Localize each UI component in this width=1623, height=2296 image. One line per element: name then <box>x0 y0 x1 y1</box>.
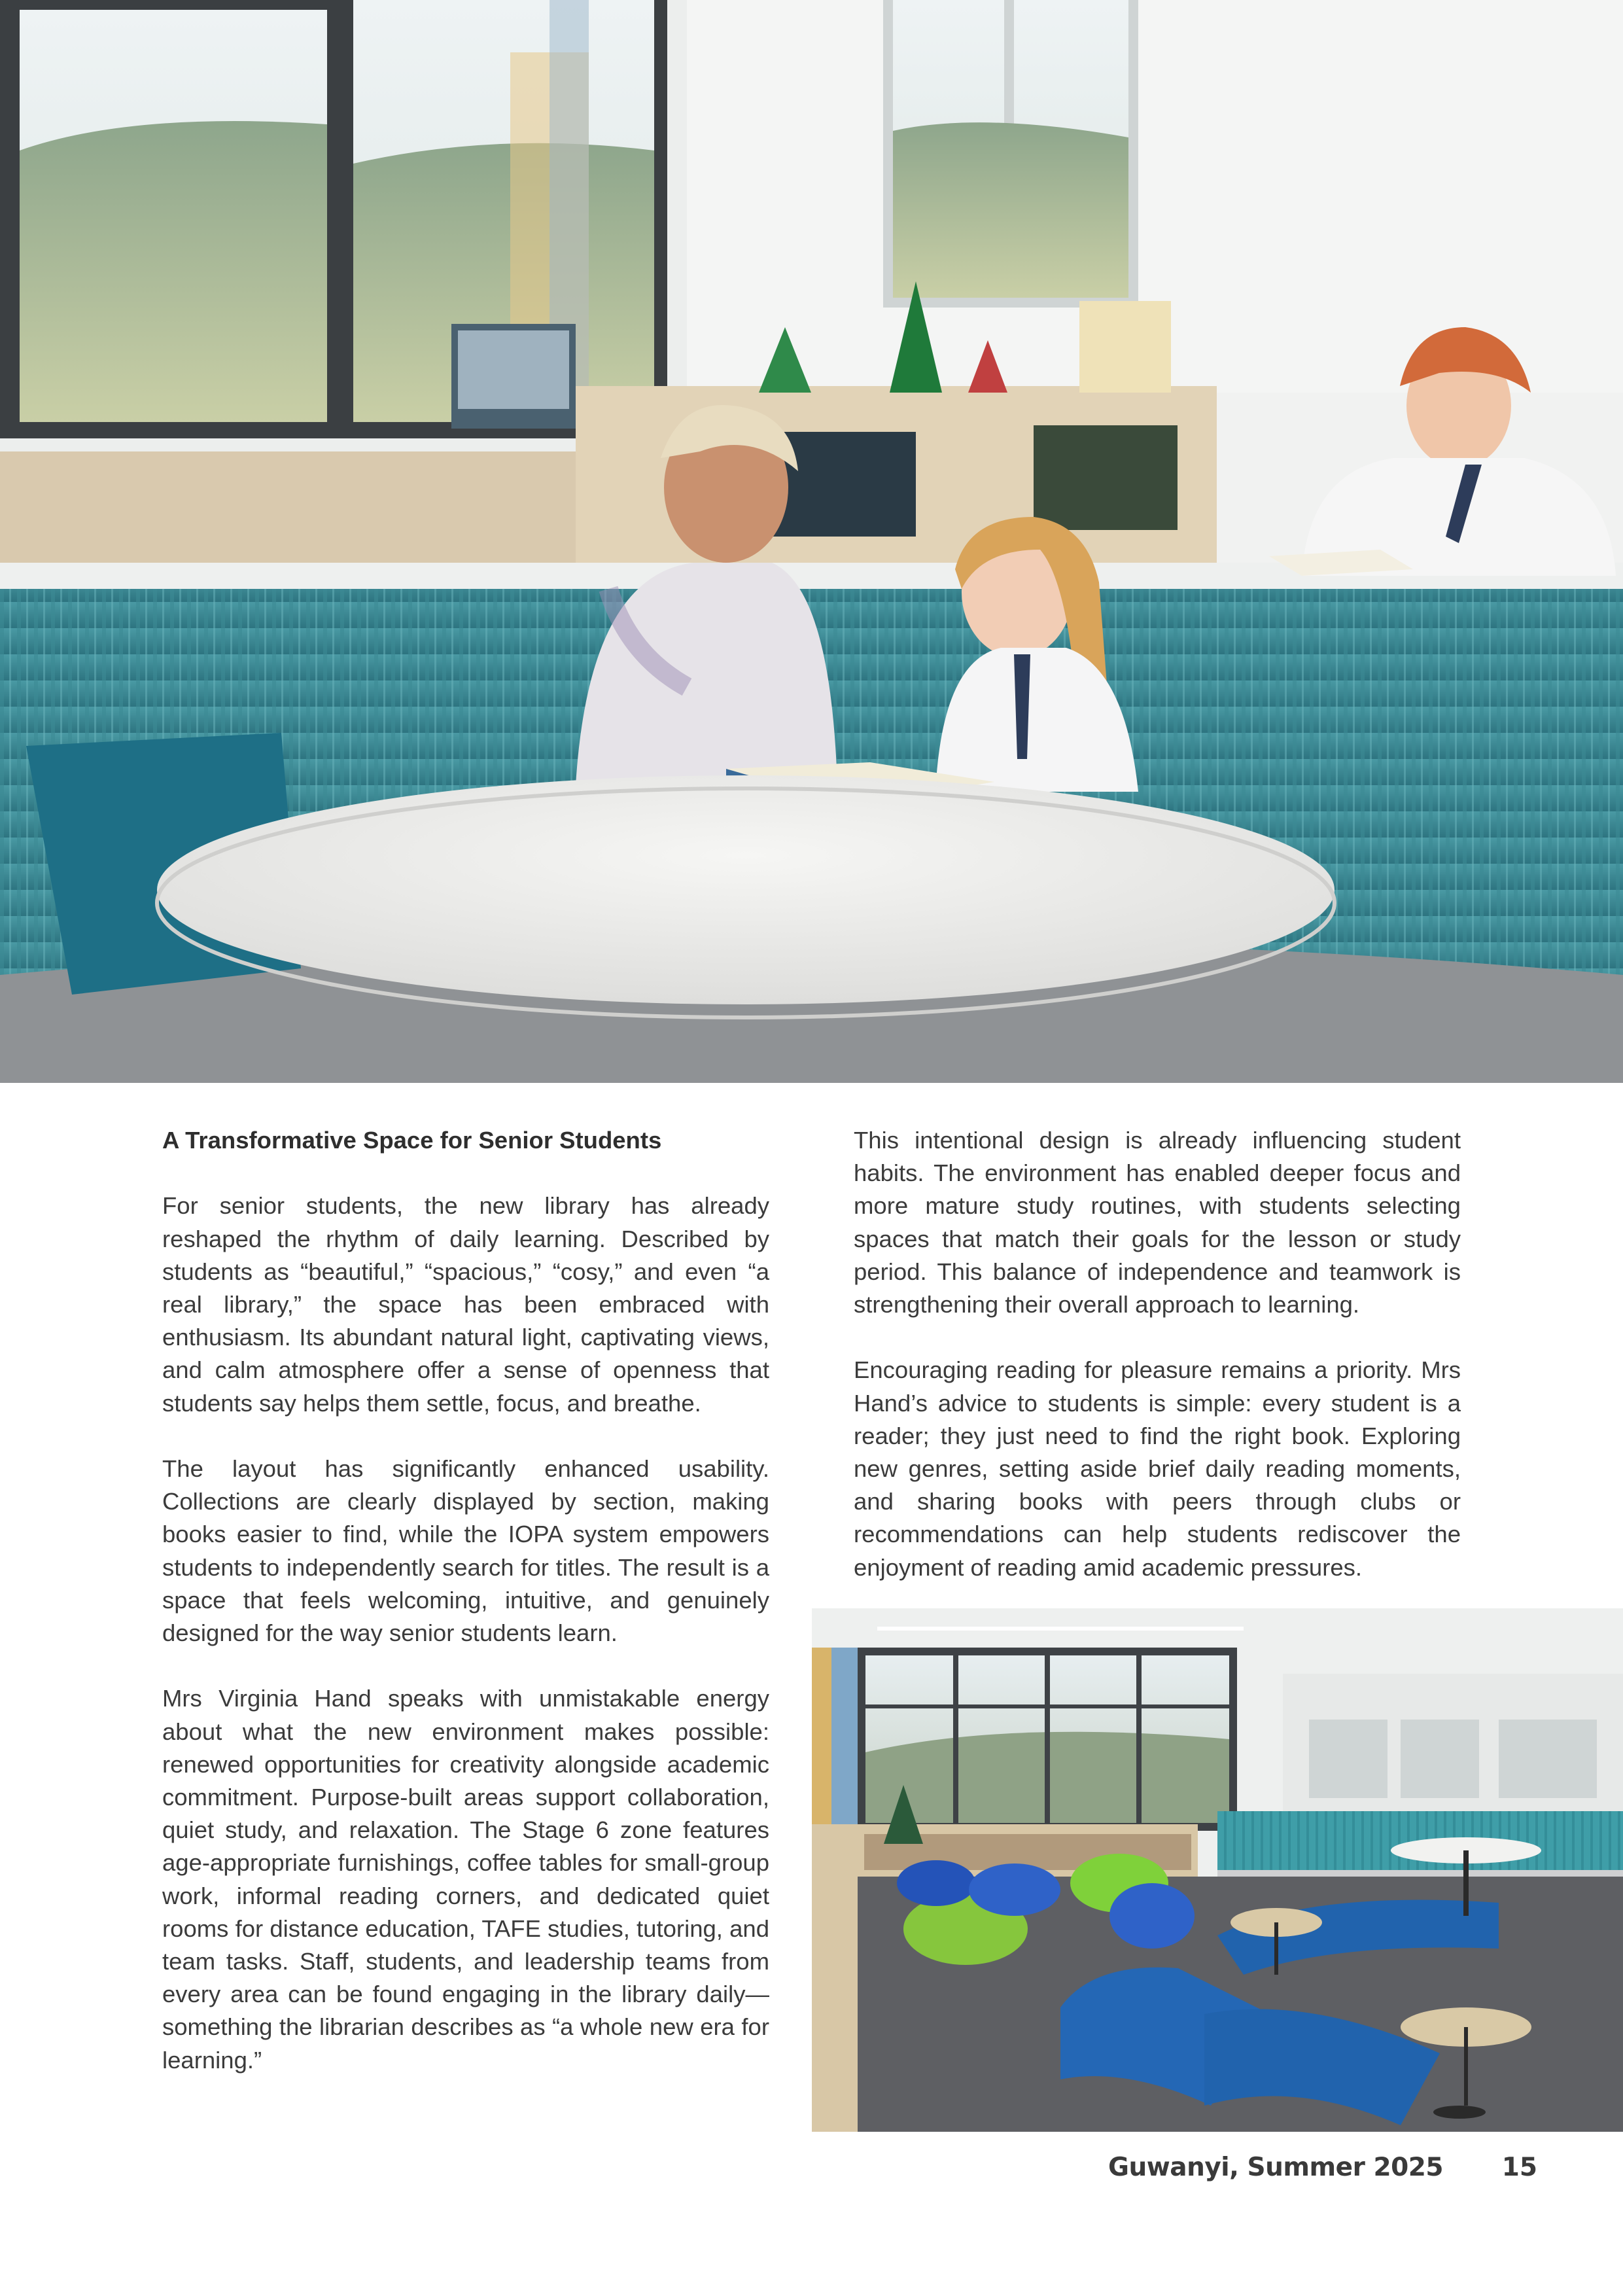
article-heading: A Transformative Space for Senior Students <box>162 1127 662 1154</box>
library-interior-photo-icon <box>812 1608 1623 2132</box>
left-paragraph-2: The layout has significantly enhanced usability. Collections are clearly displayed by section, making books easier to find, while the IOPA system empowers students to independently search for titles. The result is a space that feels welcoming, intuitive, and genuinely designed for the way senior students learn. <box>162 1455 769 1647</box>
page-number: 15 <box>1501 2153 1537 2182</box>
page-footer <box>981 2153 1537 2192</box>
article-left-column <box>162 1124 769 2077</box>
publication-name: Guwanyi, Summer 2025 <box>1108 2153 1443 2182</box>
bottom-photo <box>812 1608 1623 2132</box>
left-paragraph-3: Mrs Virginia Hand speaks with unmistakable energy about what the new environment makes possible: renewed opportunities for creativity alongside academic commitment. Purpose-built areas support collaboration, quiet study, and relaxation. The Stage 6 zone features age-appropriate furnishings, coffee tables for small-group work, informal reading corners, and dedicated quiet rooms for distance education, TAFE studies, tutoring, and team tasks. Staff, students, and leadership teams from every area can be found engaging in the library daily—something the librarian describes as “a whole new era for learning.” <box>162 1685 769 2074</box>
library-reading-photo-icon <box>0 0 1623 1083</box>
right-paragraph-2: Encouraging reading for pleasure remains a priority. Mrs Hand’s advice to students is simple: every student is a reader; they just need to find the right book. Exploring new genres, setting aside brief daily reading moments, and sharing books with peers through clubs or recommendations can help students rediscover the enjoyment of reading amid academic pressures. <box>854 1356 1461 1581</box>
left-paragraph-1: For senior students, the new library has already reshaped the rhythm of daily learning. Described by students as “beautiful,” “spacious,” “cosy,” and even “a real library,” the space has been embraced with enthusiasm. Its abundant natural light, captivating views, and calm atmosphere offer a sense of openness that students say helps them settle, focus, and breathe. <box>162 1192 769 1417</box>
right-paragraph-1: This intentional design is already influencing student habits. The environment has enabled deeper focus and more mature study routines, with students selecting spaces that match their goals for the lesson or study period. This balance of independence and teamwork is strengthening their overall approach to learning. <box>854 1127 1461 1318</box>
hero-photo <box>0 0 1623 1083</box>
article-right-column <box>854 1124 1461 1584</box>
